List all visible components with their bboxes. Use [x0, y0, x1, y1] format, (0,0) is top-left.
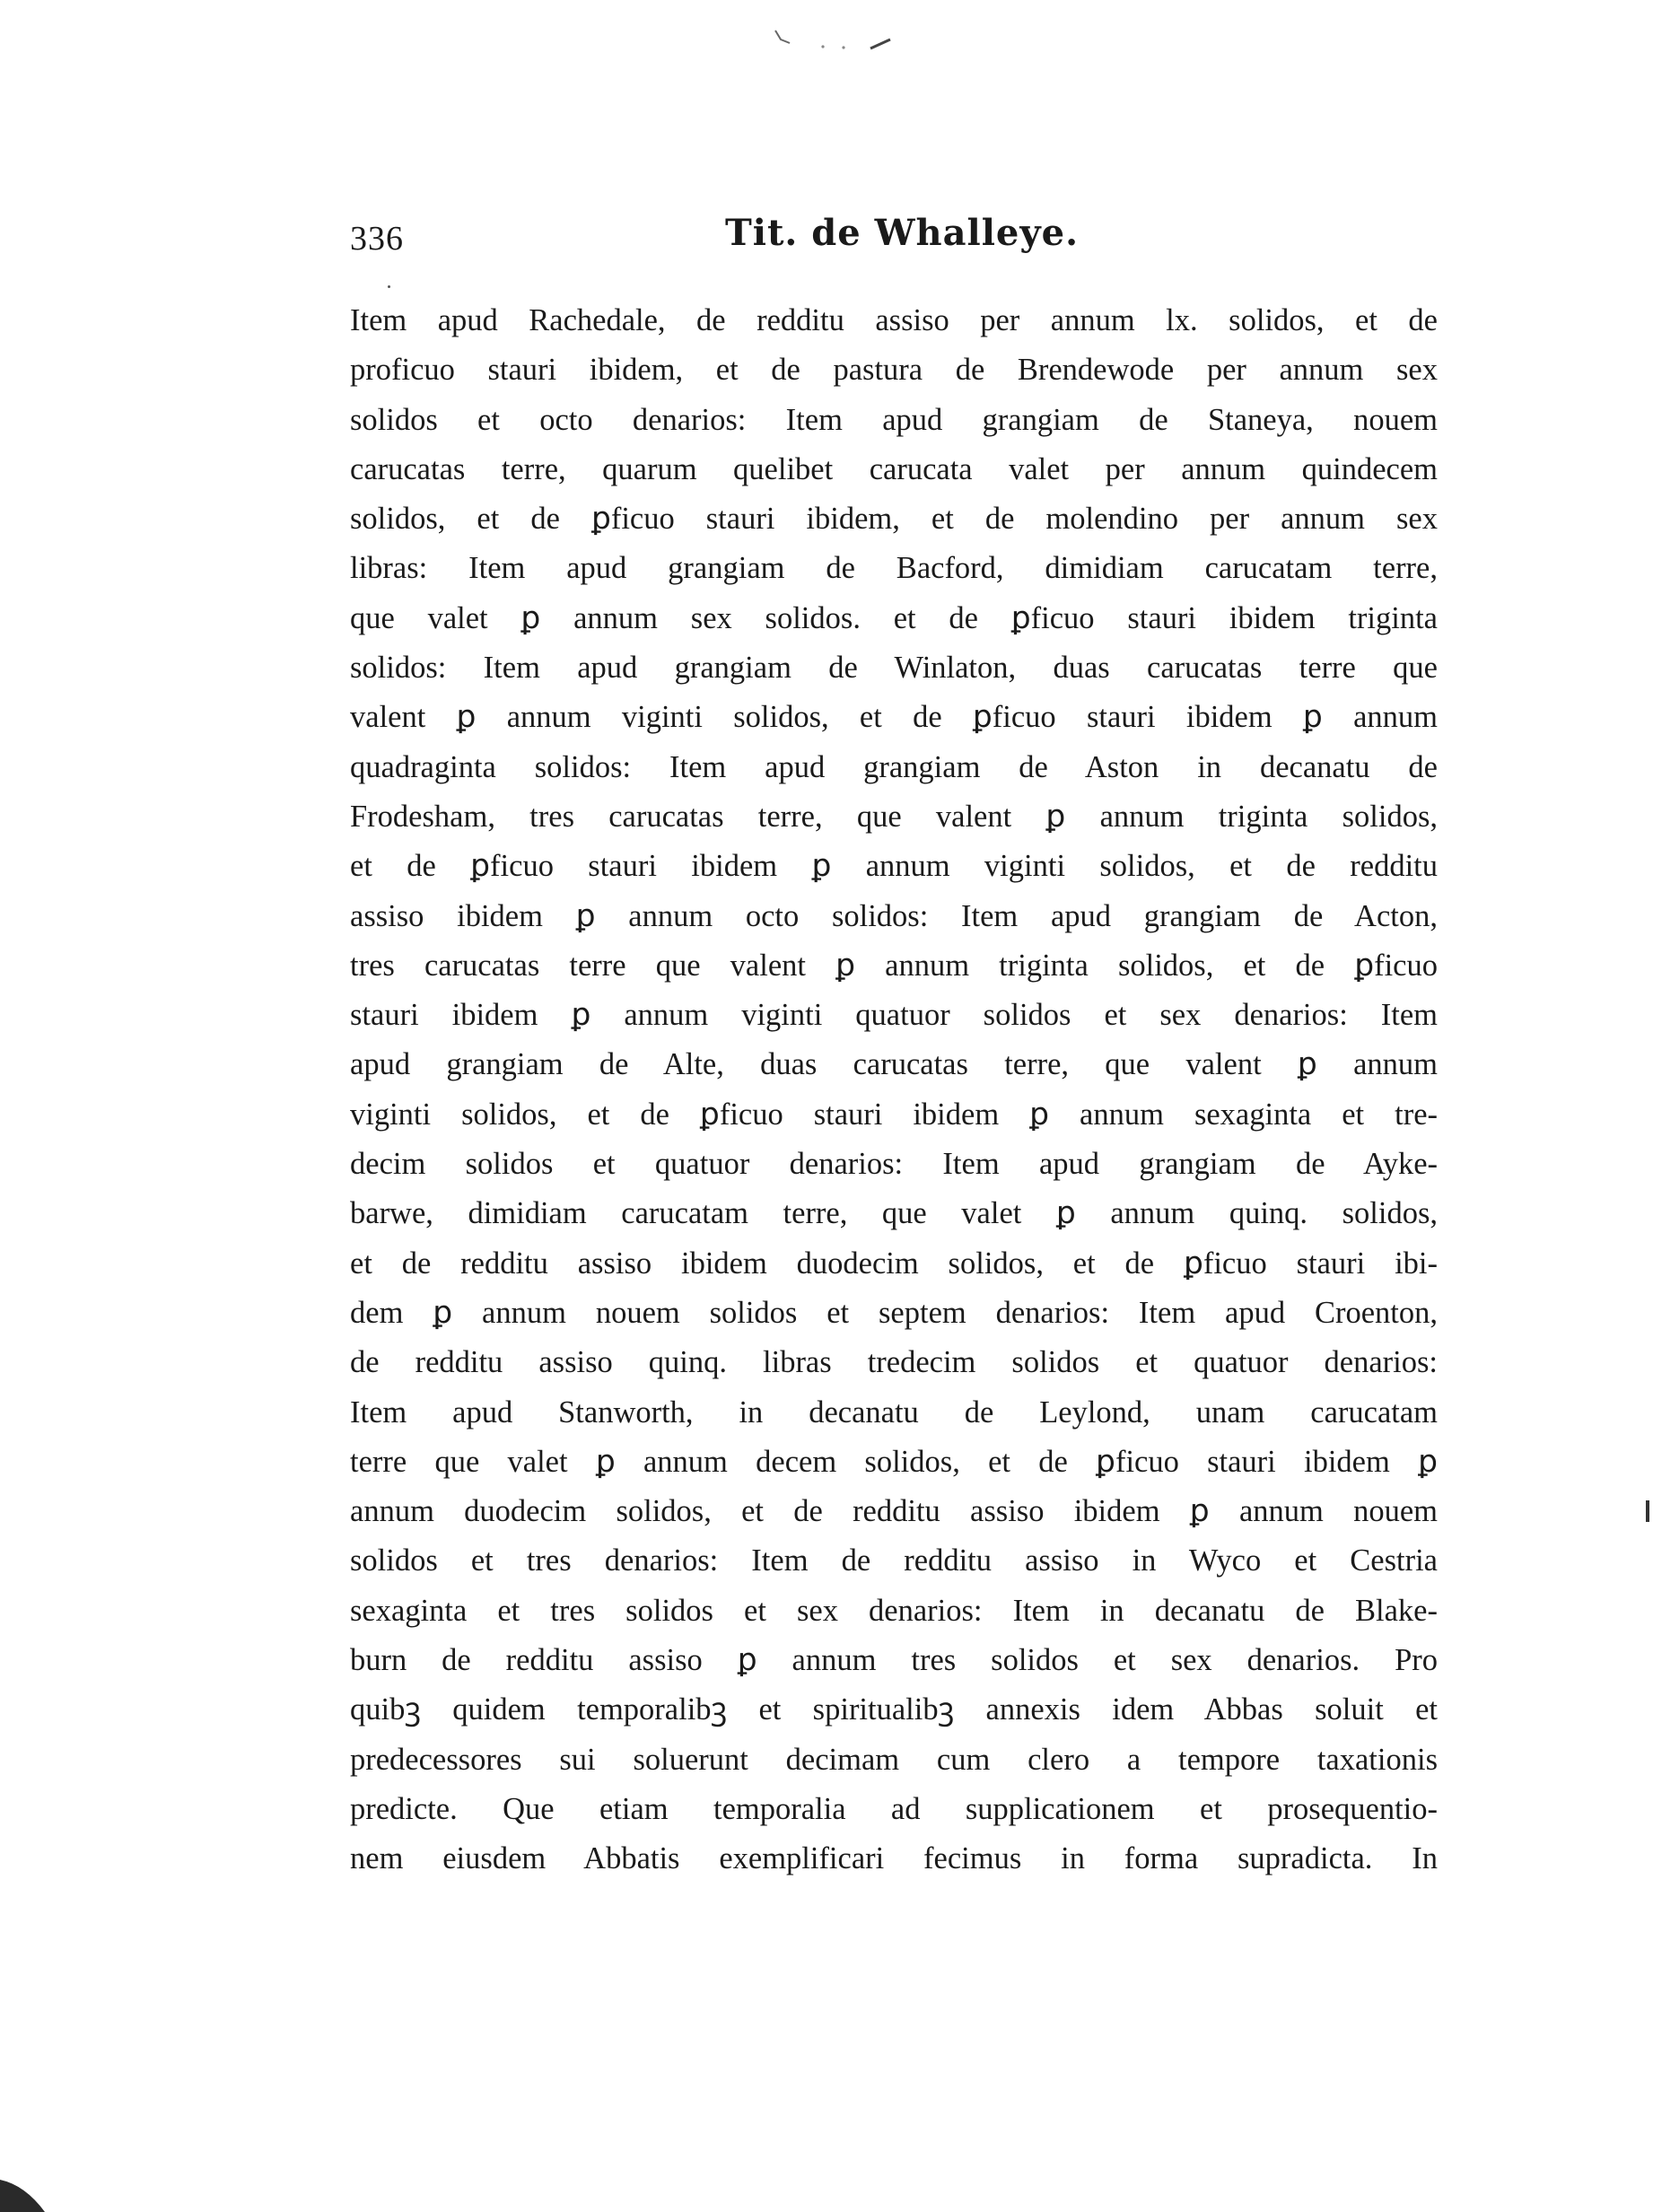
text-line: sexaginta et tres solidos et sex denarios: Item in decanatu de Blake- — [350, 1593, 1438, 1628]
text-line: viginti solidos, et de ꝑficuo stauri ibidem ꝑ annum sexaginta et tre- — [350, 1097, 1438, 1132]
text-line: et de ꝑficuo stauri ibidem ꝑ annum viginti solidos, et de redditu — [350, 849, 1438, 884]
text-line: nem eiusdem Abbatis exemplificari fecimus in forma supradicta. In — [350, 1841, 1438, 1876]
scan-speck-mark — [774, 27, 899, 54]
text-line: predicte. Que etiam temporalia ad supplicationem et prosequentio- — [350, 1791, 1438, 1826]
text-line: stauri ibidem ꝑ annum viginti quatuor solidos et sex denarios: Item — [350, 998, 1438, 1033]
text-line: assiso ibidem ꝑ annum octo solidos: Item apud grangiam de Acton, — [350, 898, 1438, 933]
text-line: barwe, dimidiam carucatam terre, que valet ꝑ annum quinq. solidos, — [350, 1196, 1438, 1231]
scan-corner-shadow — [0, 2176, 45, 2212]
text-line: burn de redditu assiso ꝑ annum tres solidos et sex denarios. Pro — [350, 1643, 1438, 1678]
text-line: solidos et octo denarios: Item apud grangiam de Staneya, nouem — [350, 402, 1438, 437]
text-line: et de redditu assiso ibidem duodecim solidos, et de ꝑficuo stauri ibi- — [350, 1246, 1438, 1281]
text-line: annum duodecim solidos, et de redditu assiso ibidem ꝑ annum nouem — [350, 1494, 1438, 1529]
text-line: Item apud Stanworth, in decanatu de Leylond, unam carucatam — [350, 1395, 1438, 1429]
text-line: quadraginta solidos: Item apud grangiam de Aston in decanatu de — [350, 749, 1438, 784]
text-line: que valet ꝑ annum sex solidos. et de ꝑficuo stauri ibidem triginta — [350, 600, 1438, 635]
text-line: proficuo stauri ibidem, et de pastura de Brendewode per annum sex — [350, 353, 1438, 388]
text-line: apud grangiam de Alte, duas carucatas terre, que valent ꝑ annum — [350, 1047, 1438, 1082]
text-line: terre que valet ꝑ annum decem solidos, et de ꝑficuo stauri ibidem ꝑ — [350, 1444, 1438, 1479]
text-line: valent ꝑ annum viginti solidos, et de ꝑficuo stauri ibidem ꝑ annum — [350, 700, 1438, 735]
text-line: tres carucatas terre que valent ꝑ annum triginta solidos, et de ꝑficuo — [350, 948, 1438, 983]
text-line: solidos, et de ꝑficuo stauri ibidem, et de molendino per annum sex — [350, 502, 1438, 537]
page-edge-mark — [1646, 1500, 1649, 1522]
text-line: quibꝫ quidem temporalibꝫ et spiritualibꝫ annexis idem Abbas soluit et — [350, 1692, 1438, 1727]
text-line: solidos et tres denarios: Item de redditu assiso in Wyco et Cestria — [350, 1543, 1438, 1578]
text-line: decim solidos et quatuor denarios: Item apud grangiam de Ayke- — [350, 1147, 1438, 1182]
body-text — [350, 296, 1438, 1884]
text-line: Item apud Rachedale, de redditu assiso per annum lx. solidos, et de — [350, 303, 1438, 337]
running-head — [350, 212, 1454, 275]
print-speck — [388, 285, 390, 288]
text-line: carucatas terre, quarum quelibet carucata valet per annum quindecem — [350, 451, 1438, 486]
text-line: Frodesham, tres carucatas terre, que valent ꝑ annum triginta solidos, — [350, 799, 1438, 834]
text-line: dem ꝑ annum nouem solidos et septem denarios: Item apud Croenton, — [350, 1295, 1438, 1330]
page-number: 336 — [350, 220, 404, 258]
text-line: de redditu assiso quinq. libras tredecim solidos et quatuor denarios: — [350, 1345, 1438, 1380]
text-line: solidos: Item apud grangiam de Winlaton, duas carucatas terre que — [350, 651, 1438, 686]
running-title: Tit. de Whalleye. — [724, 212, 1079, 254]
text-line: predecessores sui soluerunt decimam cum clero a tempore taxationis — [350, 1742, 1438, 1777]
text-line: libras: Item apud grangiam de Bacford, dimidiam carucatam terre, — [350, 551, 1438, 586]
